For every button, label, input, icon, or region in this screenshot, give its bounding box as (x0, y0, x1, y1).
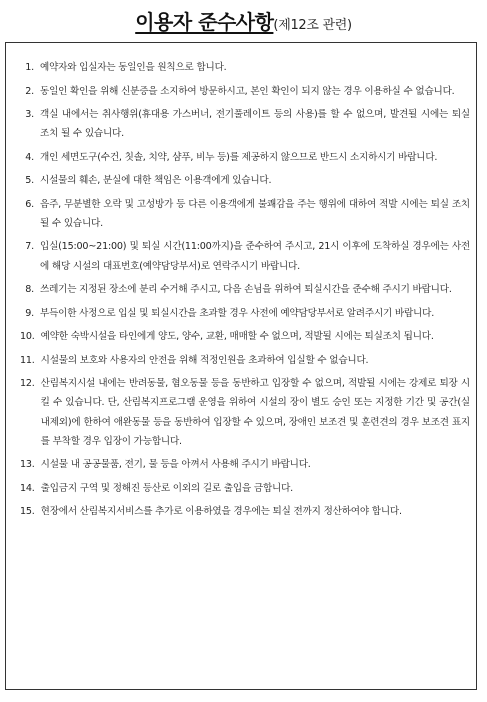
rule-number: 13. (20, 459, 35, 471)
rule-text: 개인 세면도구(수건, 칫솔, 치약, 샴푸, 비누 등)를 제공하지 않으므로 반드시 소지하시기 바랍니다. (40, 151, 438, 163)
rule-item (20, 304, 470, 323)
rule-item (20, 374, 470, 451)
rule-number: 15. (20, 506, 35, 518)
rule-item (20, 82, 470, 101)
rule-text: 쓰레기는 지정된 장소에 분리 수거해 주시고, 다음 손님을 위하여 퇴실시간을 준수해 주시기 바랍니다. (40, 284, 452, 296)
rule-number: 14. (20, 482, 35, 494)
title-subtitle: (제12조 관련) (273, 18, 352, 33)
rule-item (20, 148, 470, 167)
rule-text: 시설물의 훼손, 분실에 대한 책임은 이용객에게 있습니다. (40, 175, 272, 187)
rule-number: 9. (25, 307, 34, 319)
rule-item (20, 479, 470, 498)
rule-number: 12. (20, 378, 35, 390)
rule-number: 7. (25, 241, 34, 253)
rule-item (20, 327, 470, 346)
rule-number: 11. (20, 354, 35, 366)
rule-text: 입실(15:00~21:00) 및 퇴실 시간(11:00까지)을 준수하여 주시고, 21시 이후에 도착하실 경우에는 사전에 해당 시설의 대표번호(예약담당부서)로 연락주시기 바랍니다. (40, 241, 470, 272)
rule-text: 예약자와 입실자는 동일인을 원칙으로 합니다. (40, 62, 227, 73)
rule-text: 예약한 숙박시설을 타인에게 양도, 양수, 교환, 매매할 수 없으며, 적발될 시에는 퇴실조치 됩니다. (40, 331, 434, 343)
rule-number: 5. (25, 175, 34, 187)
rule-number: 3. (25, 109, 34, 120)
page-title (0, 6, 487, 35)
rule-text: 출입금지 구역 및 정해진 등산로 이외의 길로 출입을 금합니다. (40, 482, 294, 494)
rule-number: 10. (20, 331, 35, 343)
rule-text: 산림복지시설 내에는 반려동물, 혐오동물 등을 동반하고 입장할 수 없으며, 적발될 시에는 강제로 퇴장 시킬 수 있습니다. 단, 산림복지프로그램 운영을 위하여 시설의 장이 별도 승인 또는 지정한 기간 및 공간(실내제외)에 한하여 애완동물 등을 동반하여 입장할 수 있으며, 장애인 보조견 및 훈련견의 경우 보조견 표지를 부착할 경우 입장이 가능합니다. (40, 378, 470, 447)
rule-text: 음주, 무분별한 오락 및 고성방가 등 다른 이용객에게 불쾌감을 주는 행위에 대하여 적발 시에는 퇴실 조치 될 수 있습니다. (40, 198, 470, 229)
rule-item (20, 502, 470, 521)
rule-item (20, 171, 470, 190)
rule-text: 동일인 확인을 위해 신분증을 소지하여 방문하시고, 본인 확인이 되지 않는 경우 이용하실 수 없습니다. (40, 85, 455, 97)
rule-number: 8. (25, 284, 34, 296)
rule-number: 4. (25, 151, 34, 163)
rule-text: 현장에서 산림복지서비스를 추가로 이용하였을 경우에는 퇴실 전까지 정산하여야 합니다. (40, 506, 402, 518)
rule-item (20, 58, 470, 77)
rule-number: 1. (25, 62, 34, 73)
rule-number: 2. (25, 85, 34, 97)
rule-number: 6. (25, 198, 34, 210)
rule-item (20, 237, 470, 275)
rule-item (20, 351, 470, 370)
rule-text: 객실 내에서는 취사행위(휴대용 가스버너, 전기풀레이트 등의 사용)를 할 수 없으며, 발견될 시에는 퇴실 조치 될 수 있습니다. (40, 109, 470, 140)
rule-item (20, 455, 470, 474)
rule-item (20, 280, 470, 299)
rule-text: 부득이한 사정으로 입실 및 퇴실시간을 초과할 경우 사전에 예약담당부서로 알려주시기 바랍니다. (40, 307, 435, 319)
rules-box (5, 42, 477, 690)
title-main: 이용자 준수사항 (135, 10, 274, 34)
rule-text: 시설물 내 공공물품, 전기, 물 등을 아껴서 사용해 주시기 바랍니다. (40, 459, 311, 471)
rule-item (20, 195, 470, 233)
rule-item (20, 105, 470, 143)
rules-list (6, 43, 476, 521)
rule-text: 시설물의 보호와 사용자의 안전을 위해 적정인원을 초과하여 입실할 수 없습니다. (40, 354, 369, 366)
